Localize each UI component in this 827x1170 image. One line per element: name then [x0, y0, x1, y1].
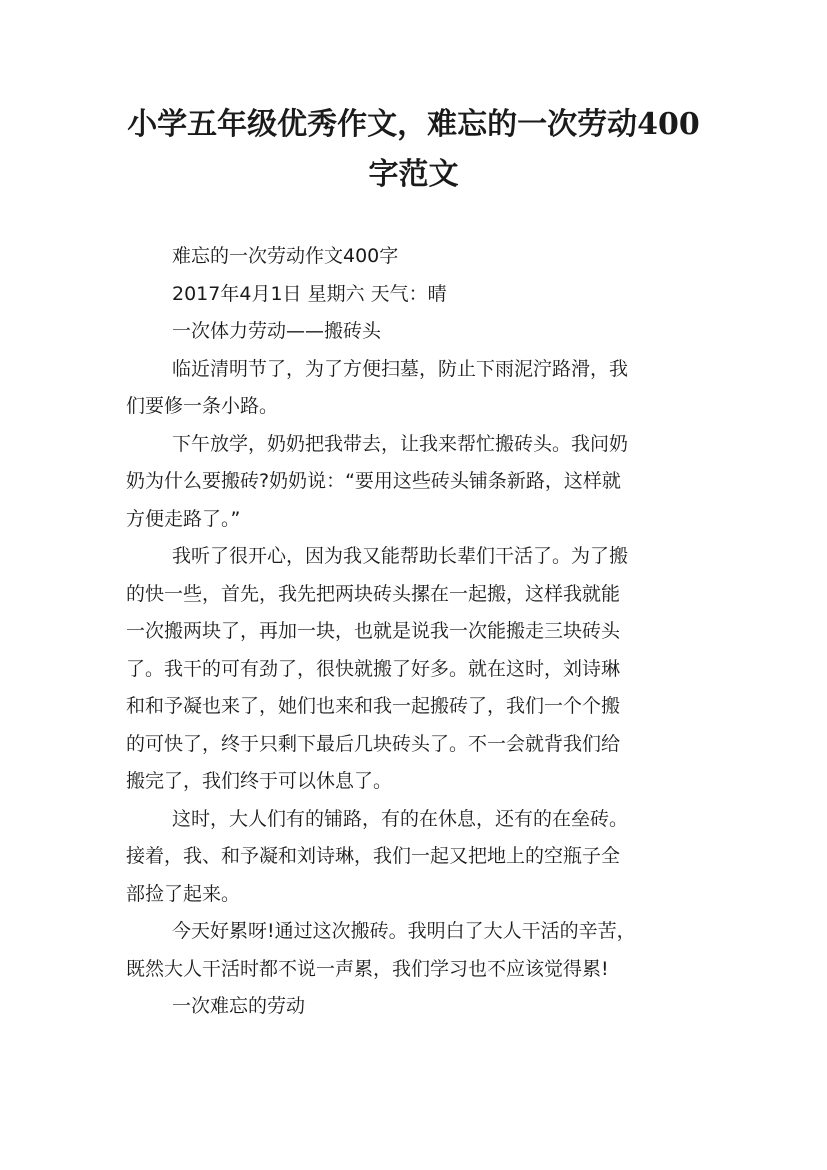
- body-line: 奶为什么要搬砖?奶奶说：“要用这些砖头铺条新路，这样就: [126, 470, 621, 492]
- body-line: 方便走路了。”: [126, 507, 241, 530]
- title-line-2: 字范文: [368, 157, 459, 192]
- body-line: 一次搬两块了，再加一块，也就是说我一次能搬走三块砖头: [126, 620, 621, 642]
- body-line: 既然大人干活时都不说一声累，我们学习也不应该觉得累!: [126, 957, 609, 980]
- body-line: 部捡了起来。: [126, 882, 241, 905]
- body-line: 搬完了，我们终于可以休息了。: [126, 770, 393, 792]
- body-line: 的可快了，终于只剩下最后几块砖头了。不一会就背我们给: [126, 732, 621, 755]
- body-line: 今天好累呀!通过这次搬砖。我明白了大人干活的辛苦，: [172, 920, 636, 942]
- body-line: 的快一些，首先，我先把两块砖头摞在一起搬，这样我就能: [126, 582, 621, 605]
- body-line: 一次体力劳动——搬砖头: [172, 320, 382, 342]
- body-line: 临近清明节了，为了方便扫墓，防止下雨泥泞路滑，我: [172, 357, 629, 380]
- body-line: 和和予凝也来了，她们也来和我一起搬砖了，我们一个个搬: [126, 695, 621, 717]
- body-line: 2017年4月1日 星期六 天气：晴: [172, 282, 447, 305]
- body-line: 难忘的一次劳动作文400字: [172, 245, 399, 267]
- body-line: 接着，我、和予凝和刘诗琳，我们一起又把地上的空瓶子全: [126, 845, 621, 867]
- document-title: [100, 100, 727, 200]
- body-line: 们要修一条小路。: [126, 395, 279, 417]
- document-body: [126, 238, 711, 1026]
- body-line: 了。我干的可有劲了，很快就搬了好多。就在这时，刘诗琳: [126, 657, 621, 680]
- body-line: 这时，大人们有的铺路，有的在休息，还有的在垒砖。: [172, 807, 629, 830]
- body-line: 下午放学，奶奶把我带去，让我来帮忙搬砖头。我问奶: [172, 432, 629, 455]
- body-line: 我听了很开心，因为我又能帮助长辈们干活了。为了搬: [172, 545, 629, 567]
- title-line-1: 小学五年级优秀作文，难忘的一次劳动400: [127, 107, 700, 142]
- body-line: 一次难忘的劳动: [172, 995, 306, 1017]
